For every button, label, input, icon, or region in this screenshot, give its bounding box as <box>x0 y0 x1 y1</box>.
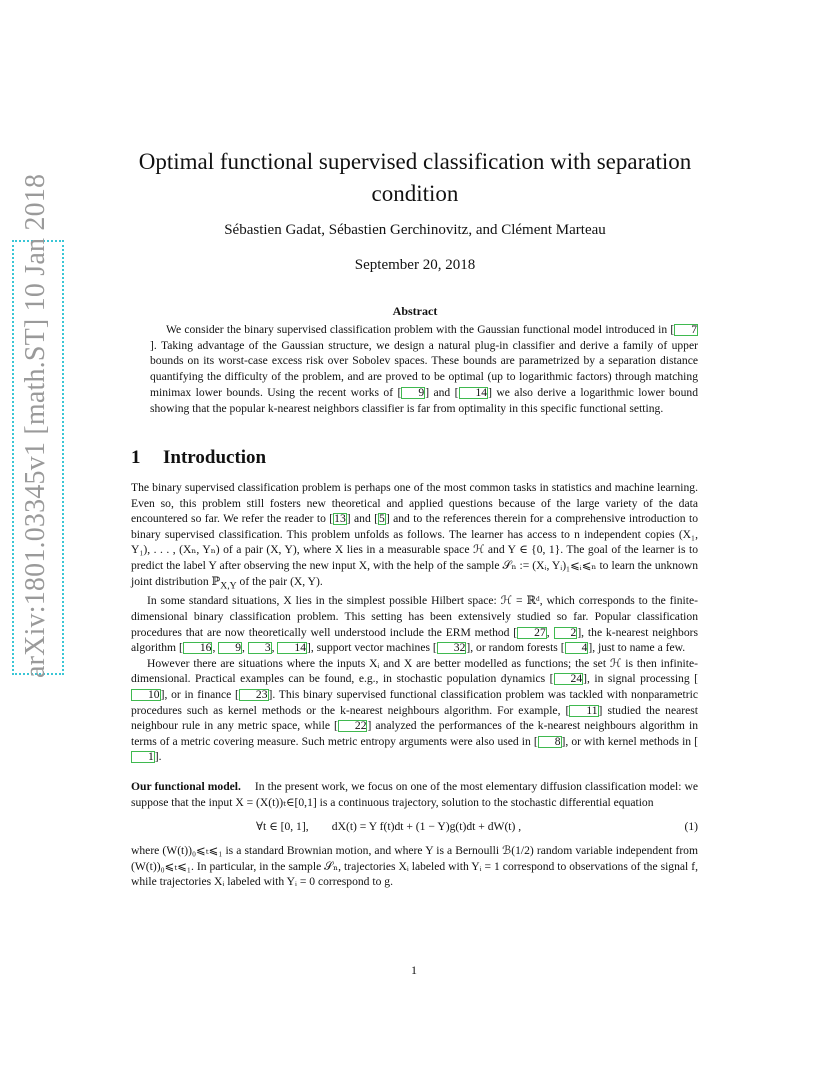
citation-link[interactable]: 11 <box>569 705 598 717</box>
citation-link[interactable]: 24 <box>554 673 584 685</box>
citation-link[interactable]: 14 <box>277 642 307 654</box>
arxiv-identifier[interactable]: arXiv:1801.03345v1 [math.ST] 10 Jan 2018 <box>20 173 51 678</box>
paper-date: September 20, 2018 <box>354 257 476 273</box>
equation-body: ∀t ∈ [0, 1], dX(t) = Y f(t)dt + (1 − Y)g(t)dt + dW(t) , <box>256 820 522 834</box>
abstract-text: We consider the binary supervised classification problem with the Gaussian functional model introduced in [ 7]. Taking advantage of the Gaussian structure, we design a natural plug-in classifier and derive a family of upper bounds on its worst-case excess risk over Sobolev spaces. These bounds are parametrized by a separation distance quantifying the difficulty of the problem, and are proved to be optimal (up to logarithmic factors) through matching minimax lower bounds. Using the recent works of [ 9] and [ 14] we also derive a logarithmic lower bound showing that the popular k-nearest neighbors classifier is far from optimality in this specific functional setting. <box>150 323 698 415</box>
citation-link[interactable]: 32 <box>437 642 467 654</box>
citation-link[interactable]: 4 <box>565 642 589 654</box>
paper-title: Optimal functional supervised classification with separation condition <box>138 149 692 206</box>
paragraph: Our functional model. In the present work, we focus on one of the most elementary diffusion classification model: we suppose that the input X = (X(t))ₜ∈[0,1] is a continuous trajectory, solution to the stochastic differential equation <box>131 780 699 809</box>
equation-number: (1) <box>684 820 698 834</box>
paragraph: However there are situations where the inputs Xᵢ and X are better modelled as functions; the set ℋ is then infinite-dimensional. Practical examples can be found, e.g., in stochastic population dynamics [ 24], in signal processing [10], or in finance [ 23]. This binary supervised functional classification problem was tackled with nonparametric procedures such as kernel methods or the k-nearest neighbours algorithm. For example, [ 11] studied the nearest neighbour rule in any metric space, while [ 22] analyzed the performances of the k-nearest neighbours algorithm in terms of a metric covering measure. Such metric entropy arguments were also used in [ 8], or with kernel methods in [1]. <box>131 656 699 764</box>
citation-link[interactable]: 27 <box>517 627 547 639</box>
citation-link[interactable]: 9 <box>218 642 242 654</box>
citation-link[interactable]: 14 <box>459 387 489 399</box>
section-heading <box>131 447 266 469</box>
citation-link[interactable]: 22 <box>338 720 368 732</box>
paragraph: where (W(t))₀⩽ₜ⩽₁ is a standard Brownian motion, and where Y is a Bernoulli ℬ(1/2) random variable independent from (W(t))₀⩽ₜ⩽₁. In particular, in the sample 𝒮ₙ, trajectories Xᵢ labeled with Yᵢ = 1 correspond to observations of the signal f, while trajectories Xᵢ labeled with Yᵢ = 0 correspond to g. <box>131 844 698 889</box>
citation-link[interactable]: 23 <box>239 689 269 701</box>
paragraph-heading: Our functional model. <box>131 780 241 793</box>
citation-link[interactable]: 3 <box>248 642 272 654</box>
section-number: 1 <box>131 447 141 468</box>
paragraph: In some standard situations, X lies in the simplest possible Hilbert space: ℋ = ℝᵈ, which corresponds to the finite-dimensional binary classification problem. This setting has been extensively studied so far. Popular classification procedures that are now theoretically well understood include the ERM method [ 27, 2], the k-nearest neighbors algorithm [ 16, 9, 3, 14], support vector machines [ 32], or random forests [ 4], just to name a few. <box>131 594 698 655</box>
citation-link[interactable]: 9 <box>401 387 425 399</box>
citation-link[interactable]: 2 <box>554 627 578 639</box>
paper-authors: Sébastien Gadat, Sébastien Gerchinovitz, and Clément Marteau <box>224 222 606 238</box>
paragraph: The binary supervised classification problem is perhaps one of the most common tasks in statistics and machine learning. Even so, this problem still fosters new theoretical and applied questions because of the large variety of the data encountered so far. We refer the reader to [13] and [5] and to the references therein for a comprehensive introduction to binary supervised classification. This problem unfolds as follows. The learner has access to n independent copies (X₁, Y₁), . . . , (Xₙ, Yₙ) of a pair (X, Y), where X lies in a measurable space ℋ and Y ∈ {0, 1}. The goal of the learner is to predict the label Y after observing the new input X, with the help of the sample 𝒮ₙ := (Xᵢ, Yᵢ)₁⩽ᵢ⩽ₙ to learn the unknown joint distribution ℙ$_{X,Y}$ of the pair (X, Y). <box>131 481 699 591</box>
citation-link[interactable]: 8 <box>538 736 562 748</box>
abstract-heading: Abstract <box>392 304 438 318</box>
citation-link[interactable]: 5 <box>379 512 385 526</box>
citation-link[interactable]: 1 <box>131 751 155 763</box>
body-text <box>131 480 698 890</box>
citation-link[interactable]: 16 <box>183 642 213 654</box>
citation-link[interactable]: 13 <box>334 512 346 526</box>
citation-link[interactable]: 10 <box>131 689 161 701</box>
equation-1 <box>131 818 698 836</box>
page-number: 1 <box>411 963 417 977</box>
section-title: Introduction <box>163 447 267 468</box>
citation-link[interactable]: 7 <box>674 324 698 336</box>
